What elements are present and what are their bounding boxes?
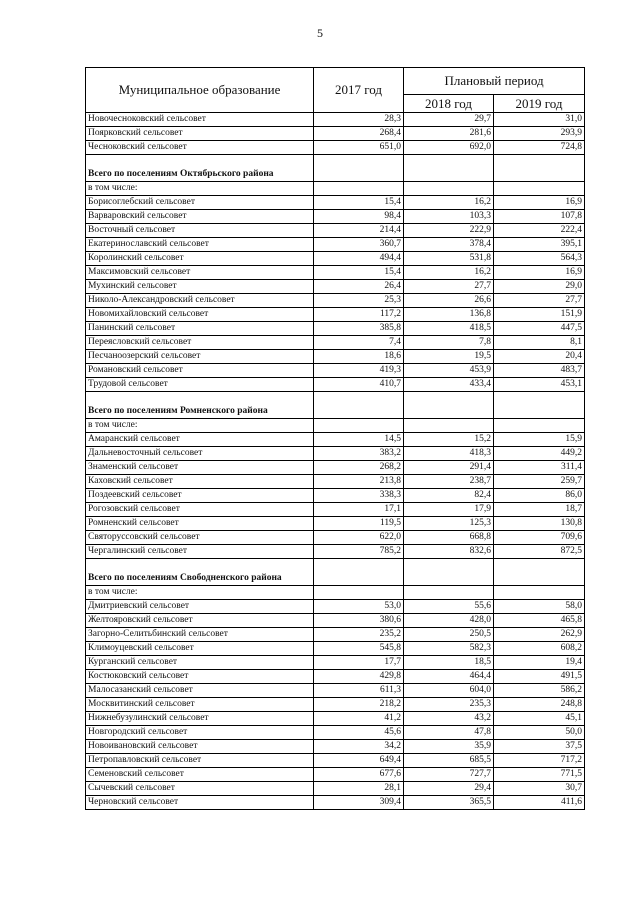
cell-2018: 136,8 (404, 308, 494, 322)
cell-2018: 428,0 (404, 614, 494, 628)
cell-2018: 82,4 (404, 489, 494, 503)
cell-2017: 41,2 (314, 712, 404, 726)
cell-2017: 98,4 (314, 210, 404, 224)
table-row-district-total (86, 392, 585, 419)
cell-municipality: Амаранский сельсовет (86, 433, 314, 447)
cell-municipality: Черновский сельсовет (86, 796, 314, 810)
table-row (86, 656, 585, 670)
budget-table (85, 67, 585, 810)
cell-municipality: Новгородский сельсовет (86, 726, 314, 740)
table-row-subheader (86, 182, 585, 196)
table-row (86, 614, 585, 628)
table-row-district-total (86, 559, 585, 586)
table-row (86, 754, 585, 768)
cell-2019: 86,0 (494, 489, 585, 503)
cell-2019: 608,2 (494, 642, 585, 656)
cell-municipality: в том числе: (86, 419, 314, 433)
cell-2019: 27,7 (494, 294, 585, 308)
cell-2017: 651,0 (314, 141, 404, 155)
cell-2018: 582,3 (404, 642, 494, 656)
cell-2018: 29,7 (404, 113, 494, 127)
cell-2017: 383,2 (314, 447, 404, 461)
cell-municipality: Мухинский сельсовет (86, 280, 314, 294)
cell-municipality: Москвитинский сельсовет (86, 698, 314, 712)
cell-2017: 494,4 (314, 252, 404, 266)
cell-2017: 28,1 (314, 782, 404, 796)
table-row (86, 378, 585, 392)
table-row (86, 294, 585, 308)
cell-2019: 709,6 (494, 531, 585, 545)
cell-2017: 34,2 (314, 740, 404, 754)
cell-2019: 395,1 (494, 238, 585, 252)
cell-municipality: Песчаноозерский сельсовет (86, 350, 314, 364)
cell-2018: 222,9 (404, 224, 494, 238)
cell-2018 (404, 182, 494, 196)
cell-2017: 28,3 (314, 113, 404, 127)
cell-2017: 15,4 (314, 266, 404, 280)
table-row-subheader (86, 586, 585, 600)
table-row (86, 364, 585, 378)
cell-2019: 8,1 (494, 336, 585, 350)
cell-2018: 7,8 (404, 336, 494, 350)
table-row (86, 475, 585, 489)
cell-2017 (314, 419, 404, 433)
cell-2018: 418,3 (404, 447, 494, 461)
cell-municipality: Переясловский сельсовет (86, 336, 314, 350)
cell-2019: 107,8 (494, 210, 585, 224)
cell-municipality: Всего по поселениям Свободненского района (86, 559, 314, 586)
cell-2017: 545,8 (314, 642, 404, 656)
cell-2017: 360,7 (314, 238, 404, 252)
cell-municipality: Каховский сельсовет (86, 475, 314, 489)
cell-municipality: Знаменский сельсовет (86, 461, 314, 475)
cell-2017: 338,3 (314, 489, 404, 503)
table-row (86, 489, 585, 503)
cell-municipality: Всего по поселениям Октябрьского района (86, 155, 314, 182)
cell-2018 (404, 586, 494, 600)
cell-2019: 45,1 (494, 712, 585, 726)
cell-2018: 27,7 (404, 280, 494, 294)
table-row (86, 517, 585, 531)
cell-2017: 380,6 (314, 614, 404, 628)
cell-2019: 50,0 (494, 726, 585, 740)
cell-2017: 25,3 (314, 294, 404, 308)
header-municipality: Муниципальное образование (86, 68, 314, 113)
cell-municipality: в том числе: (86, 182, 314, 196)
cell-2017: 429,8 (314, 670, 404, 684)
header-2018: 2018 год (404, 95, 494, 113)
cell-2019 (494, 182, 585, 196)
cell-2018: 35,9 (404, 740, 494, 754)
cell-2018: 685,5 (404, 754, 494, 768)
cell-municipality: Новоивановский сельсовет (86, 740, 314, 754)
cell-2017: 622,0 (314, 531, 404, 545)
table-row (86, 726, 585, 740)
cell-2017: 385,8 (314, 322, 404, 336)
cell-2017: 611,3 (314, 684, 404, 698)
cell-2017 (314, 155, 404, 182)
cell-municipality: Климоуцевский сельсовет (86, 642, 314, 656)
cell-2018: 531,8 (404, 252, 494, 266)
cell-municipality: Чесноковский сельсовет (86, 141, 314, 155)
table-row (86, 545, 585, 559)
header-planning-period: Плановый период (404, 68, 585, 95)
cell-municipality: Николо-Александровский сельсовет (86, 294, 314, 308)
cell-2017: 15,4 (314, 196, 404, 210)
cell-2017: 218,2 (314, 698, 404, 712)
cell-2017: 7,4 (314, 336, 404, 350)
cell-municipality: Ромненский сельсовет (86, 517, 314, 531)
cell-2018: 19,5 (404, 350, 494, 364)
cell-municipality: Святоруссовский сельсовет (86, 531, 314, 545)
cell-municipality: Варваровский сельсовет (86, 210, 314, 224)
table-row (86, 642, 585, 656)
table-row (86, 461, 585, 475)
cell-municipality: Дмитриевский сельсовет (86, 600, 314, 614)
cell-2018: 250,5 (404, 628, 494, 642)
cell-municipality: Восточный сельсовет (86, 224, 314, 238)
table-row (86, 308, 585, 322)
cell-2017: 53,0 (314, 600, 404, 614)
table-row-subheader (86, 419, 585, 433)
cell-2017: 17,1 (314, 503, 404, 517)
cell-municipality: Поярковский сельсовет (86, 127, 314, 141)
cell-2017: 14,5 (314, 433, 404, 447)
table-row (86, 712, 585, 726)
cell-2019: 259,7 (494, 475, 585, 489)
cell-2017 (314, 392, 404, 419)
cell-2017: 18,6 (314, 350, 404, 364)
cell-2018: 668,8 (404, 531, 494, 545)
cell-2018: 103,3 (404, 210, 494, 224)
cell-municipality: Поздеевский сельсовет (86, 489, 314, 503)
cell-2019: 262,9 (494, 628, 585, 642)
table-row (86, 670, 585, 684)
cell-2017: 213,8 (314, 475, 404, 489)
cell-2019: 130,8 (494, 517, 585, 531)
table-row (86, 698, 585, 712)
table-row (86, 336, 585, 350)
table-row (86, 127, 585, 141)
cell-2019 (494, 155, 585, 182)
cell-2019: 311,4 (494, 461, 585, 475)
cell-2018: 453,9 (404, 364, 494, 378)
header-2017: 2017 год (314, 68, 404, 113)
cell-municipality: Рогозовский сельсовет (86, 503, 314, 517)
cell-2019: 20,4 (494, 350, 585, 364)
cell-2019: 222,4 (494, 224, 585, 238)
table-row (86, 141, 585, 155)
table-row (86, 740, 585, 754)
header-2019: 2019 год (494, 95, 585, 113)
cell-2018: 18,5 (404, 656, 494, 670)
cell-2019: 453,1 (494, 378, 585, 392)
cell-2019: 465,8 (494, 614, 585, 628)
cell-2018: 26,6 (404, 294, 494, 308)
cell-2019: 248,8 (494, 698, 585, 712)
cell-2018: 433,4 (404, 378, 494, 392)
cell-2018 (404, 155, 494, 182)
cell-municipality: Панинский сельсовет (86, 322, 314, 336)
cell-2019 (494, 559, 585, 586)
cell-2017: 235,2 (314, 628, 404, 642)
cell-2018: 291,4 (404, 461, 494, 475)
cell-2019: 586,2 (494, 684, 585, 698)
table-row (86, 280, 585, 294)
table-row (86, 503, 585, 517)
cell-2019: 19,4 (494, 656, 585, 670)
cell-2018: 727,7 (404, 768, 494, 782)
cell-2017 (314, 586, 404, 600)
cell-municipality: Загорно-Селитьбинский сельсовет (86, 628, 314, 642)
table-row (86, 447, 585, 461)
cell-2019: 29,0 (494, 280, 585, 294)
cell-municipality: Екатеринославский сельсовет (86, 238, 314, 252)
cell-municipality: Нижнебузулинский сельсовет (86, 712, 314, 726)
table-row (86, 238, 585, 252)
table-row-district-total (86, 155, 585, 182)
cell-2018: 16,2 (404, 196, 494, 210)
cell-2017: 677,6 (314, 768, 404, 782)
cell-2019: 16,9 (494, 196, 585, 210)
cell-municipality: Семеновский сельсовет (86, 768, 314, 782)
cell-2017: 117,2 (314, 308, 404, 322)
cell-2019: 18,7 (494, 503, 585, 517)
cell-2019: 30,7 (494, 782, 585, 796)
table-row (86, 768, 585, 782)
cell-2017: 45,6 (314, 726, 404, 740)
table-row (86, 252, 585, 266)
cell-2019 (494, 586, 585, 600)
cell-2018: 29,4 (404, 782, 494, 796)
cell-2018: 604,0 (404, 684, 494, 698)
cell-municipality: Максимовский сельсовет (86, 266, 314, 280)
cell-2019: 37,5 (494, 740, 585, 754)
cell-municipality: Романовский сельсовет (86, 364, 314, 378)
cell-2019: 491,5 (494, 670, 585, 684)
cell-2017: 785,2 (314, 545, 404, 559)
cell-2019: 16,9 (494, 266, 585, 280)
cell-2018: 464,4 (404, 670, 494, 684)
cell-municipality: Новомихайловский сельсовет (86, 308, 314, 322)
cell-2019: 58,0 (494, 600, 585, 614)
table-row (86, 113, 585, 127)
cell-2019: 15,9 (494, 433, 585, 447)
cell-2018 (404, 419, 494, 433)
cell-2017: 26,4 (314, 280, 404, 294)
cell-municipality: Новочесноковский сельсовет (86, 113, 314, 127)
cell-2019: 151,9 (494, 308, 585, 322)
table-row (86, 433, 585, 447)
cell-2017 (314, 182, 404, 196)
cell-2018: 15,2 (404, 433, 494, 447)
cell-2019: 483,7 (494, 364, 585, 378)
table-row (86, 628, 585, 642)
cell-municipality: Трудовой сельсовет (86, 378, 314, 392)
cell-2018: 832,6 (404, 545, 494, 559)
cell-municipality: Борисоглебский сельсовет (86, 196, 314, 210)
cell-municipality: Желтояровский сельсовет (86, 614, 314, 628)
cell-2018: 365,5 (404, 796, 494, 810)
cell-2019: 31,0 (494, 113, 585, 127)
cell-municipality: Чергалинский сельсовет (86, 545, 314, 559)
cell-2018: 235,3 (404, 698, 494, 712)
cell-municipality: Всего по поселениям Ромненского района (86, 392, 314, 419)
cell-2017 (314, 559, 404, 586)
cell-2019: 717,2 (494, 754, 585, 768)
table-row (86, 531, 585, 545)
table-row (86, 210, 585, 224)
cell-2018: 378,4 (404, 238, 494, 252)
cell-2018: 47,8 (404, 726, 494, 740)
cell-municipality: Королинский сельсовет (86, 252, 314, 266)
table-row (86, 600, 585, 614)
table-row (86, 796, 585, 810)
table-row (86, 350, 585, 364)
cell-2019 (494, 419, 585, 433)
table-row (86, 196, 585, 210)
cell-2019: 564,3 (494, 252, 585, 266)
cell-2018: 17,9 (404, 503, 494, 517)
cell-2018: 418,5 (404, 322, 494, 336)
cell-2019 (494, 392, 585, 419)
cell-2018: 281,6 (404, 127, 494, 141)
cell-2017: 268,4 (314, 127, 404, 141)
cell-2018: 238,7 (404, 475, 494, 489)
cell-municipality: Малосазанский сельсовет (86, 684, 314, 698)
table-body (86, 113, 585, 810)
table-row (86, 782, 585, 796)
cell-municipality: Сычевский сельсовет (86, 782, 314, 796)
table-row (86, 322, 585, 336)
cell-2017: 649,4 (314, 754, 404, 768)
cell-municipality: Костюковский сельсовет (86, 670, 314, 684)
cell-2019: 293,9 (494, 127, 585, 141)
table-row (86, 266, 585, 280)
cell-2019: 724,8 (494, 141, 585, 155)
cell-2018: 43,2 (404, 712, 494, 726)
cell-municipality: Дальневосточный сельсовет (86, 447, 314, 461)
cell-2018: 692,0 (404, 141, 494, 155)
table-row (86, 684, 585, 698)
cell-municipality: Курганский сельсовет (86, 656, 314, 670)
cell-2019: 411,6 (494, 796, 585, 810)
cell-2017: 214,4 (314, 224, 404, 238)
cell-2017: 410,7 (314, 378, 404, 392)
cell-municipality: в том числе: (86, 586, 314, 600)
page-number: 5 (317, 26, 323, 40)
cell-2018 (404, 392, 494, 419)
cell-2017: 309,4 (314, 796, 404, 810)
cell-2018: 125,3 (404, 517, 494, 531)
cell-2019: 447,5 (494, 322, 585, 336)
cell-2018 (404, 559, 494, 586)
cell-2018: 55,6 (404, 600, 494, 614)
cell-municipality: Петропавловский сельсовет (86, 754, 314, 768)
cell-2017: 119,5 (314, 517, 404, 531)
table-row (86, 224, 585, 238)
cell-2017: 268,2 (314, 461, 404, 475)
cell-2017: 419,3 (314, 364, 404, 378)
cell-2019: 449,2 (494, 447, 585, 461)
cell-2019: 771,5 (494, 768, 585, 782)
cell-2018: 16,2 (404, 266, 494, 280)
cell-2017: 17,7 (314, 656, 404, 670)
cell-2019: 872,5 (494, 545, 585, 559)
